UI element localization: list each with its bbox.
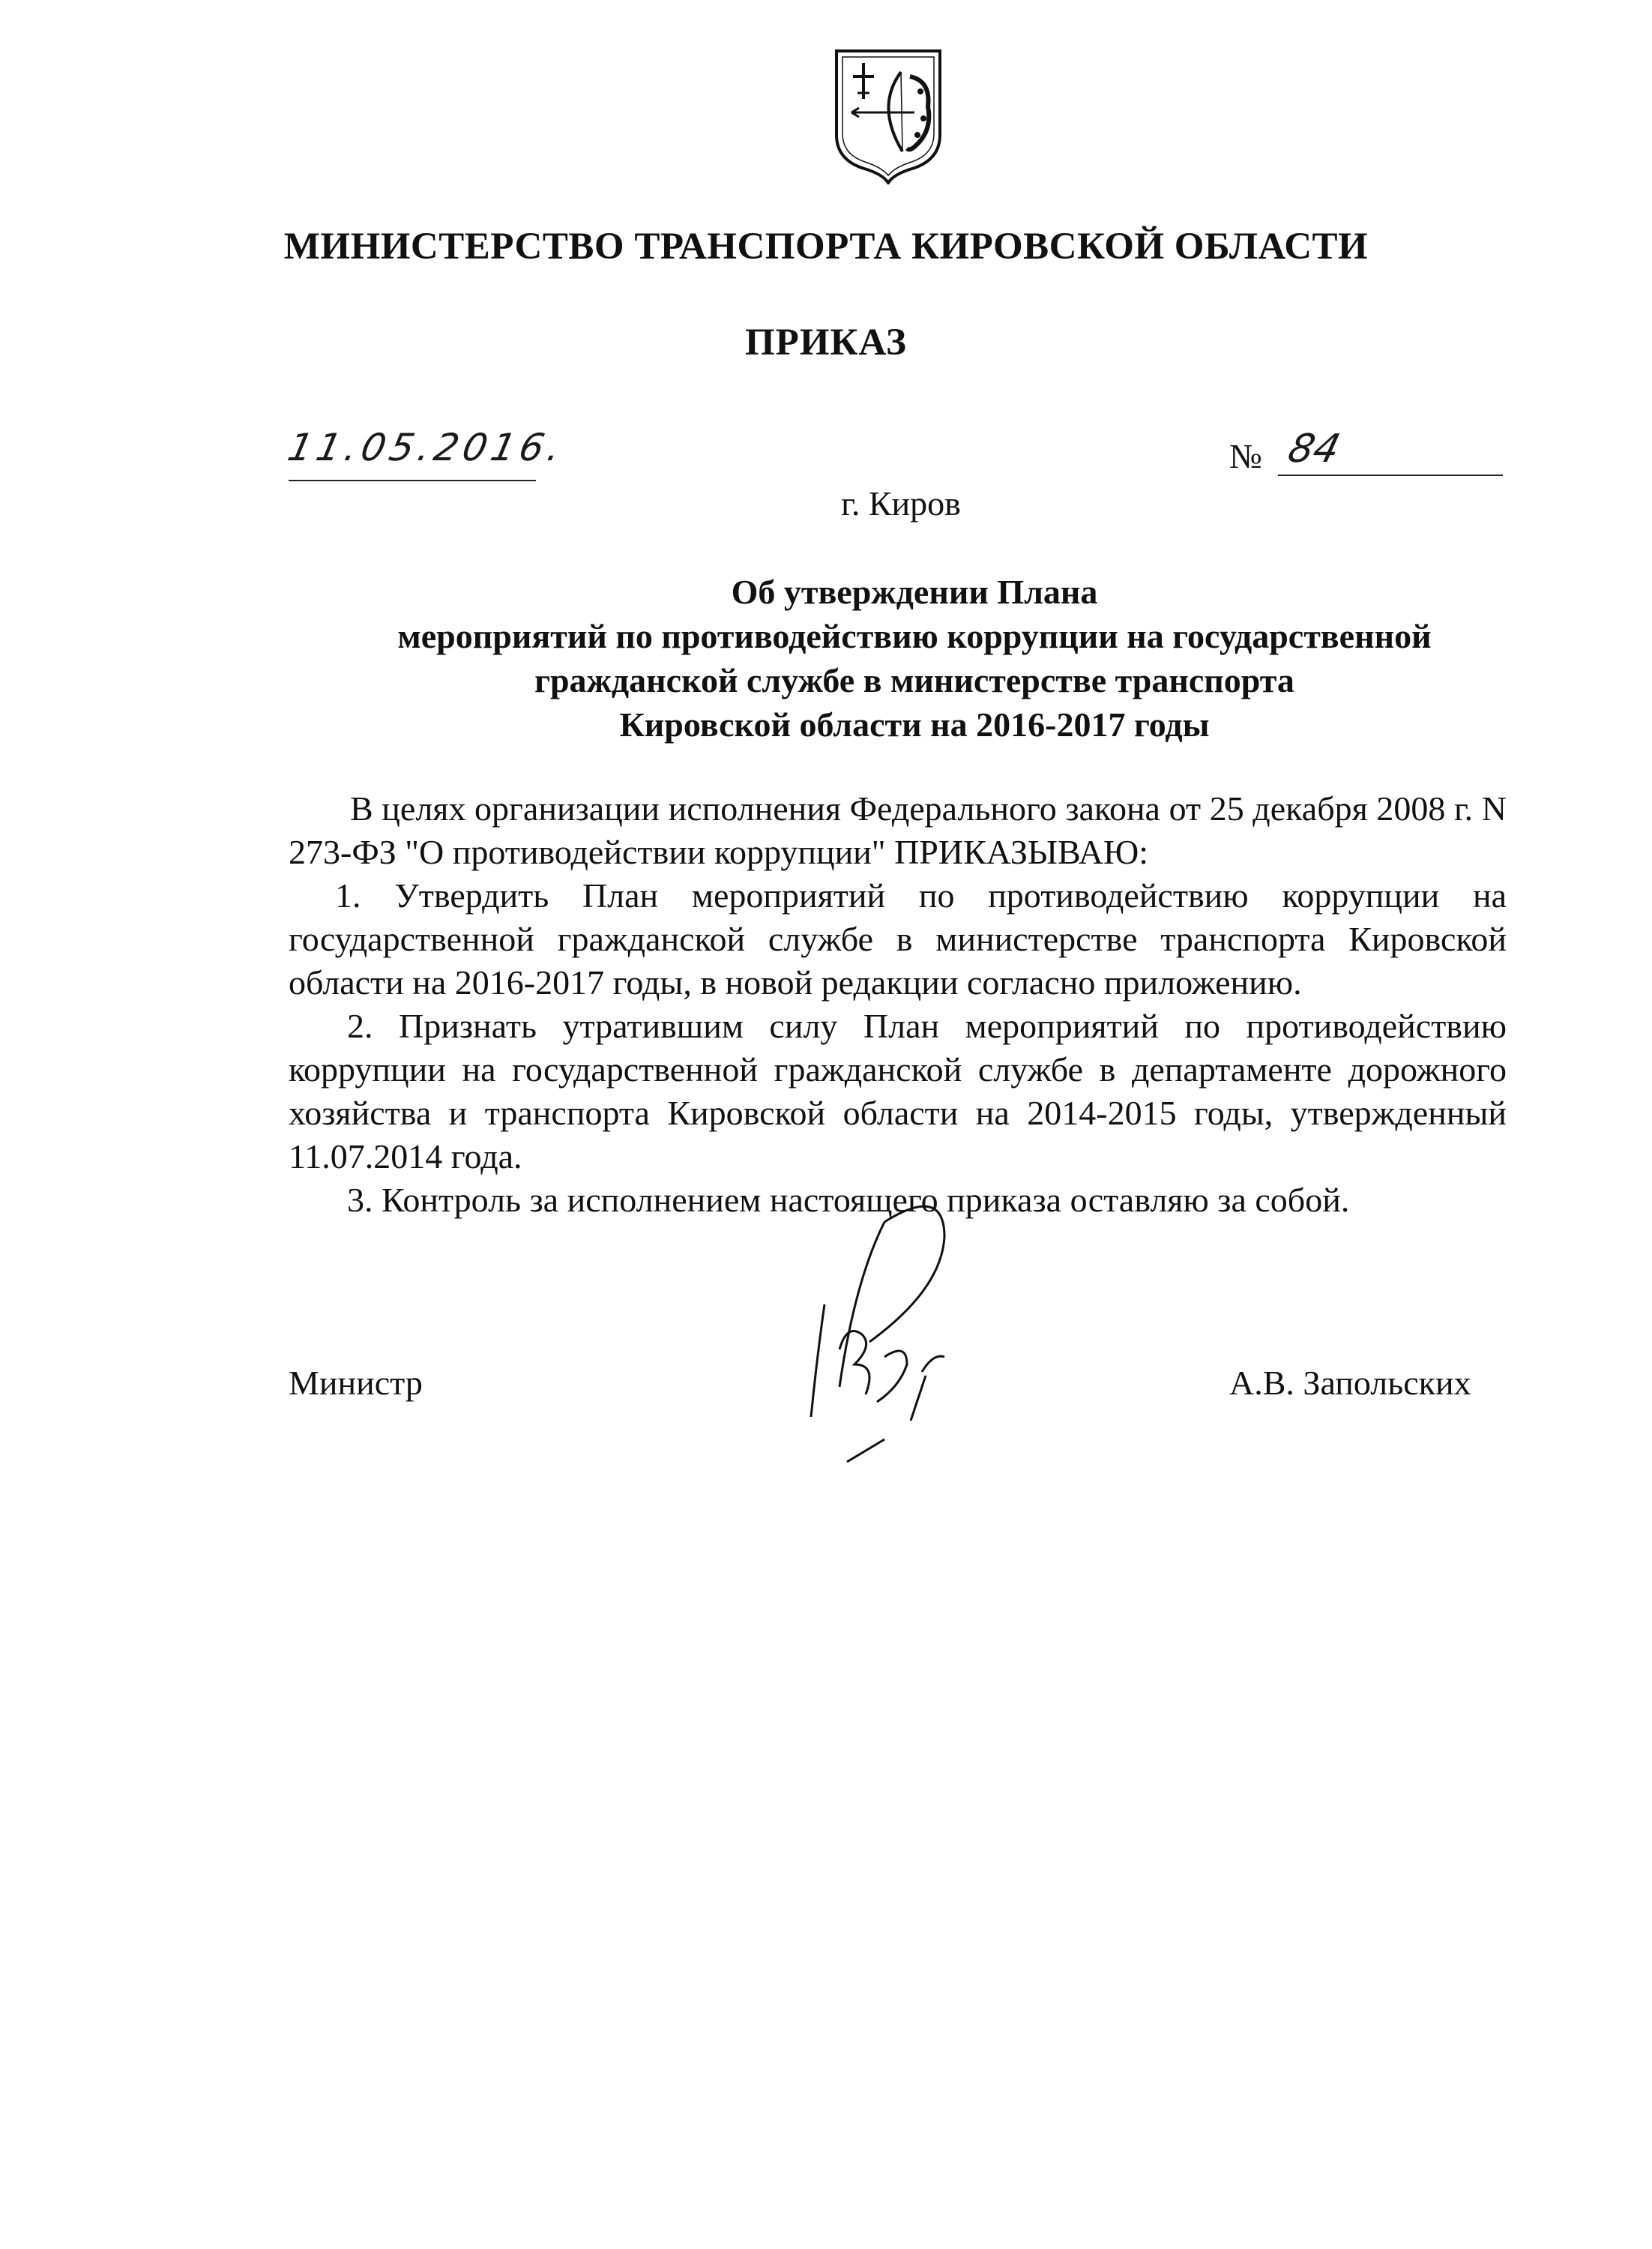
order-body: [289, 787, 1507, 1222]
handwritten-signature: [795, 1192, 974, 1477]
ministry-title: МИНИСТЕРСТВО ТРАНСПОРТА КИРОВСКОЙ ОБЛАСТИ: [283, 226, 1369, 268]
coat-of-arms-icon: [832, 46, 944, 184]
number-underline: [1278, 475, 1503, 476]
subject-line: мероприятий по противодействию коррупции на государственной: [397, 617, 1432, 655]
order-item-1: 1. Утвердить План мероприятий по противодействию коррупции на государственной гражданской службе в министерстве транспорта Кировской области на 2016-2017 годы, в новой редакции согласно приложению.: [289, 876, 1507, 1002]
signatory-name: А.В. Запольских: [1229, 1364, 1471, 1402]
city: г. Киров: [841, 484, 961, 523]
order-subject: [285, 570, 1544, 747]
subject-line: гражданской службе в министерстве транспорта: [534, 661, 1294, 699]
subject-line: Кировской области на 2016-2017 годы: [619, 705, 1210, 744]
document-number: 84: [1283, 427, 1345, 472]
date-underline: [289, 480, 536, 481]
signatory-role: Министр: [289, 1364, 423, 1402]
number-sign: №: [1229, 437, 1262, 475]
document-date: 11.05.2016.: [283, 426, 570, 469]
document-type: ПРИКАЗ: [745, 322, 907, 364]
order-item-2: 2. Признать утратившим силу План мероприятий по противодействию коррупции на государственной гражданской службе в департаменте дорожного хозяйства и транспорта Кировской области на 2014-2015 годы, утвержденный 11.07.2014 года.: [289, 1007, 1507, 1175]
preamble: В целях организации исполнения Федерального закона от 25 декабря 2008 г. N 273-ФЗ "О противодействии коррупции" ПРИКАЗЫВАЮ:: [289, 789, 1507, 871]
subject-line: Об утверждении Плана: [731, 573, 1098, 611]
order-item-3: 3. Контроль за исполнением настоящего приказа оставляю за собой.: [347, 1181, 1350, 1219]
